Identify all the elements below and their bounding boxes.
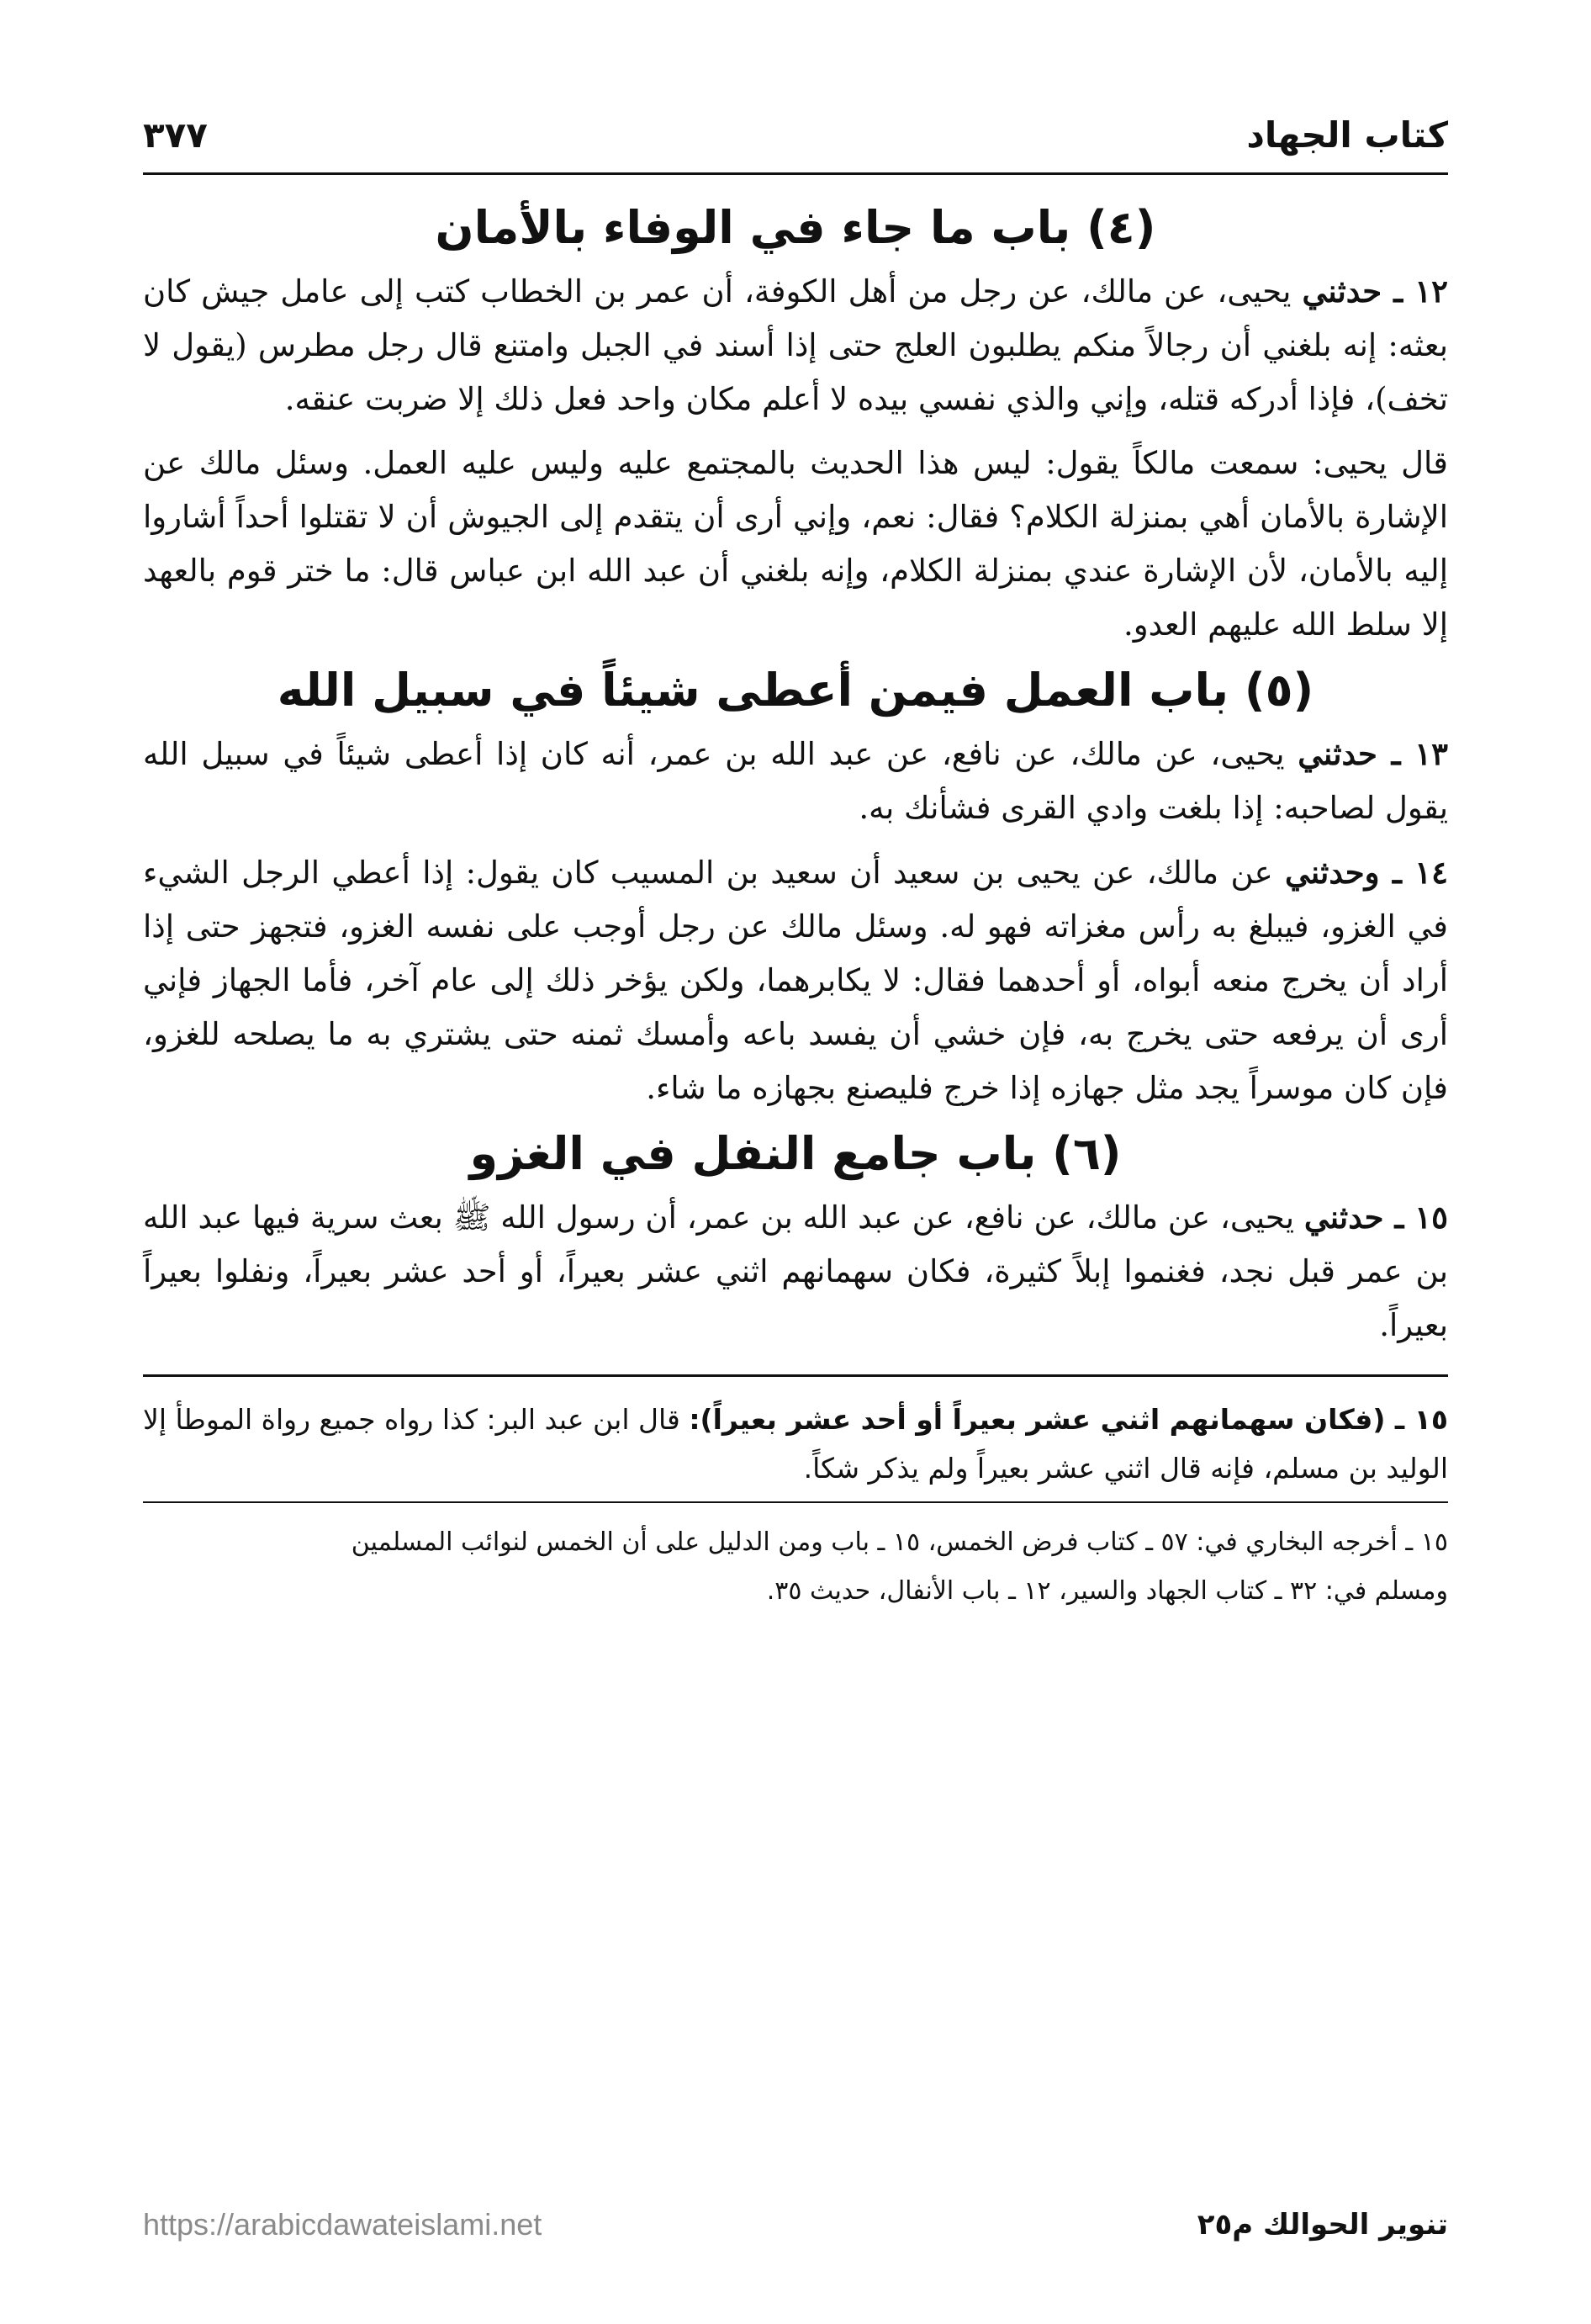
header-rule — [143, 172, 1448, 175]
footer-signature: تنوير الحوالك م٢٥ — [1197, 2208, 1448, 2242]
hadith-12 — [143, 264, 1448, 426]
hadith-15 — [143, 1190, 1448, 1353]
book-title: كتاب الجهاد — [1246, 114, 1448, 156]
section-heading-5: (٥) باب العمل فيمن أعطى شيئاً في سبيل الله — [277, 664, 1314, 717]
hadith-13 — [143, 727, 1448, 835]
yahya-statement — [143, 437, 1448, 652]
hadith-14 — [143, 845, 1448, 1115]
main-text — [143, 189, 1448, 1616]
hadith-15-lead: ١٥ ـ حدثني — [1303, 1199, 1448, 1236]
page-number: ٣٧٧ — [143, 114, 208, 156]
watermark-url: https://arabicdawateislami.net — [143, 2207, 542, 2242]
hadith-14-text: عن مالك، عن يحيى بن سعيد أن سعيد بن المسيب كان يقول: إذا أعطي الرجل الشيء في الغزو، فيبلغ به رأس مغزاته فهو له. وسئل مالك عن رجل أوجب على نفسه الغزو، فتجهز حتى إذا أراد أن يخرج منعه أبواه، أو أحدهما فقال: لا يكابرهما، ولكن يؤخر ذلك إلى عام آخر، فأما الجهاز فإني أرى أن يرفعه حتى يخرج به، فإن خشي أن يفسد باعه وأمسك ثمنه حتى يشتري به ما يصلحه للغزو، فإن كان موسراً يجد مثل جهازه إذا خرج فليصنع بجهازه ما شاء. — [143, 855, 1448, 1106]
reference-line: ومسلم في: ٣٢ ـ كتاب الجهاد والسير، ١٢ ـ باب الأنفال، حديث ٣٥. — [766, 1576, 1448, 1606]
page-header — [143, 101, 1448, 168]
hadith-15-text: يحيى، عن مالك، عن نافع، عن عبد الله بن عمر، أن رسول الله ﷺ بعث سرية فيها عبد الله بن عمر قبل نجد، فغنموا إبلاً كثيرة، فكان سهمانهم اثني عشر بعيراً، أو أحد عشر بعيراً، ونفلوا بعيراً بعيراً. — [143, 1199, 1448, 1343]
hadith-12-lead: ١٢ ـ حدثني — [1302, 273, 1448, 310]
references — [143, 1518, 1448, 1616]
commentary-lead: ١٥ ـ (فكان سهمانهم اثني عشر بعيراً أو أحد عشر بعيراً): — [689, 1403, 1448, 1436]
reference-line: ١٥ ـ أخرجه البخاري في: ٥٧ ـ كتاب فرض الخمس، ١٥ ـ باب ومن الدليل على أن الخمس لنوائب المسلمين — [351, 1527, 1448, 1557]
commentary-note — [143, 1395, 1448, 1493]
section-heading-6: (٦) باب جامع النفل في الغزو — [469, 1127, 1122, 1180]
hadith-13-text: يحيى، عن مالك، عن نافع، عن عبد الله بن عمر، أنه كان إذا أعطى شيئاً في سبيل الله يقول لصاحبه: إذا بلغت وادي القرى فشأنك به. — [143, 736, 1448, 826]
hadith-14-lead: ١٤ ـ وحدثني — [1285, 854, 1448, 891]
references-rule — [143, 1501, 1448, 1503]
commentary-rule — [143, 1374, 1448, 1377]
section-heading-4: (٤) باب ما جاء في الوفاء بالأمان — [435, 201, 1156, 254]
hadith-13-lead: ١٣ ـ حدثني — [1298, 735, 1448, 772]
yahya-statement-text: قال يحيى: سمعت مالكاً يقول: ليس هذا الحديث بالمجتمع عليه وليس عليه العمل. وسئل مالك عن الإشارة بالأمان أهي بمنزلة الكلام؟ فقال: نعم، وإني أرى أن يتقدم إلى الجيوش أن لا تقتلوا أحداً أشاروا إليه بالأمان، لأن الإشارة عندي بمنزلة الكلام، وإنه بلغني أن عبد الله ابن عباس قال: ما ختر قوم بالعهد إلا سلط الله عليهم العدو. — [143, 445, 1448, 643]
page-footer — [143, 2200, 1448, 2250]
hadith-12-text: يحيى، عن مالك، عن رجل من أهل الكوفة، أن عمر بن الخطاب كتب إلى عامل جيش كان بعثه: إنه بلغني أن رجالاً منكم يطلبون العلج حتى إذا أسند في الجبل وامتنع قال رجل مطرس (يقول لا تخف)، فإذا أدركه قتله، وإني والذي نفسي بيده لا أعلم مكان واحد فعل ذلك إلا ضربت عنقه. — [143, 273, 1448, 417]
commentary-text: قال ابن عبد البر: كذا رواه جميع رواة الموطأ إلا الوليد بن مسلم، فإنه قال اثني عشر بعيراً ولم يذكر شكاً. — [143, 1403, 1448, 1485]
